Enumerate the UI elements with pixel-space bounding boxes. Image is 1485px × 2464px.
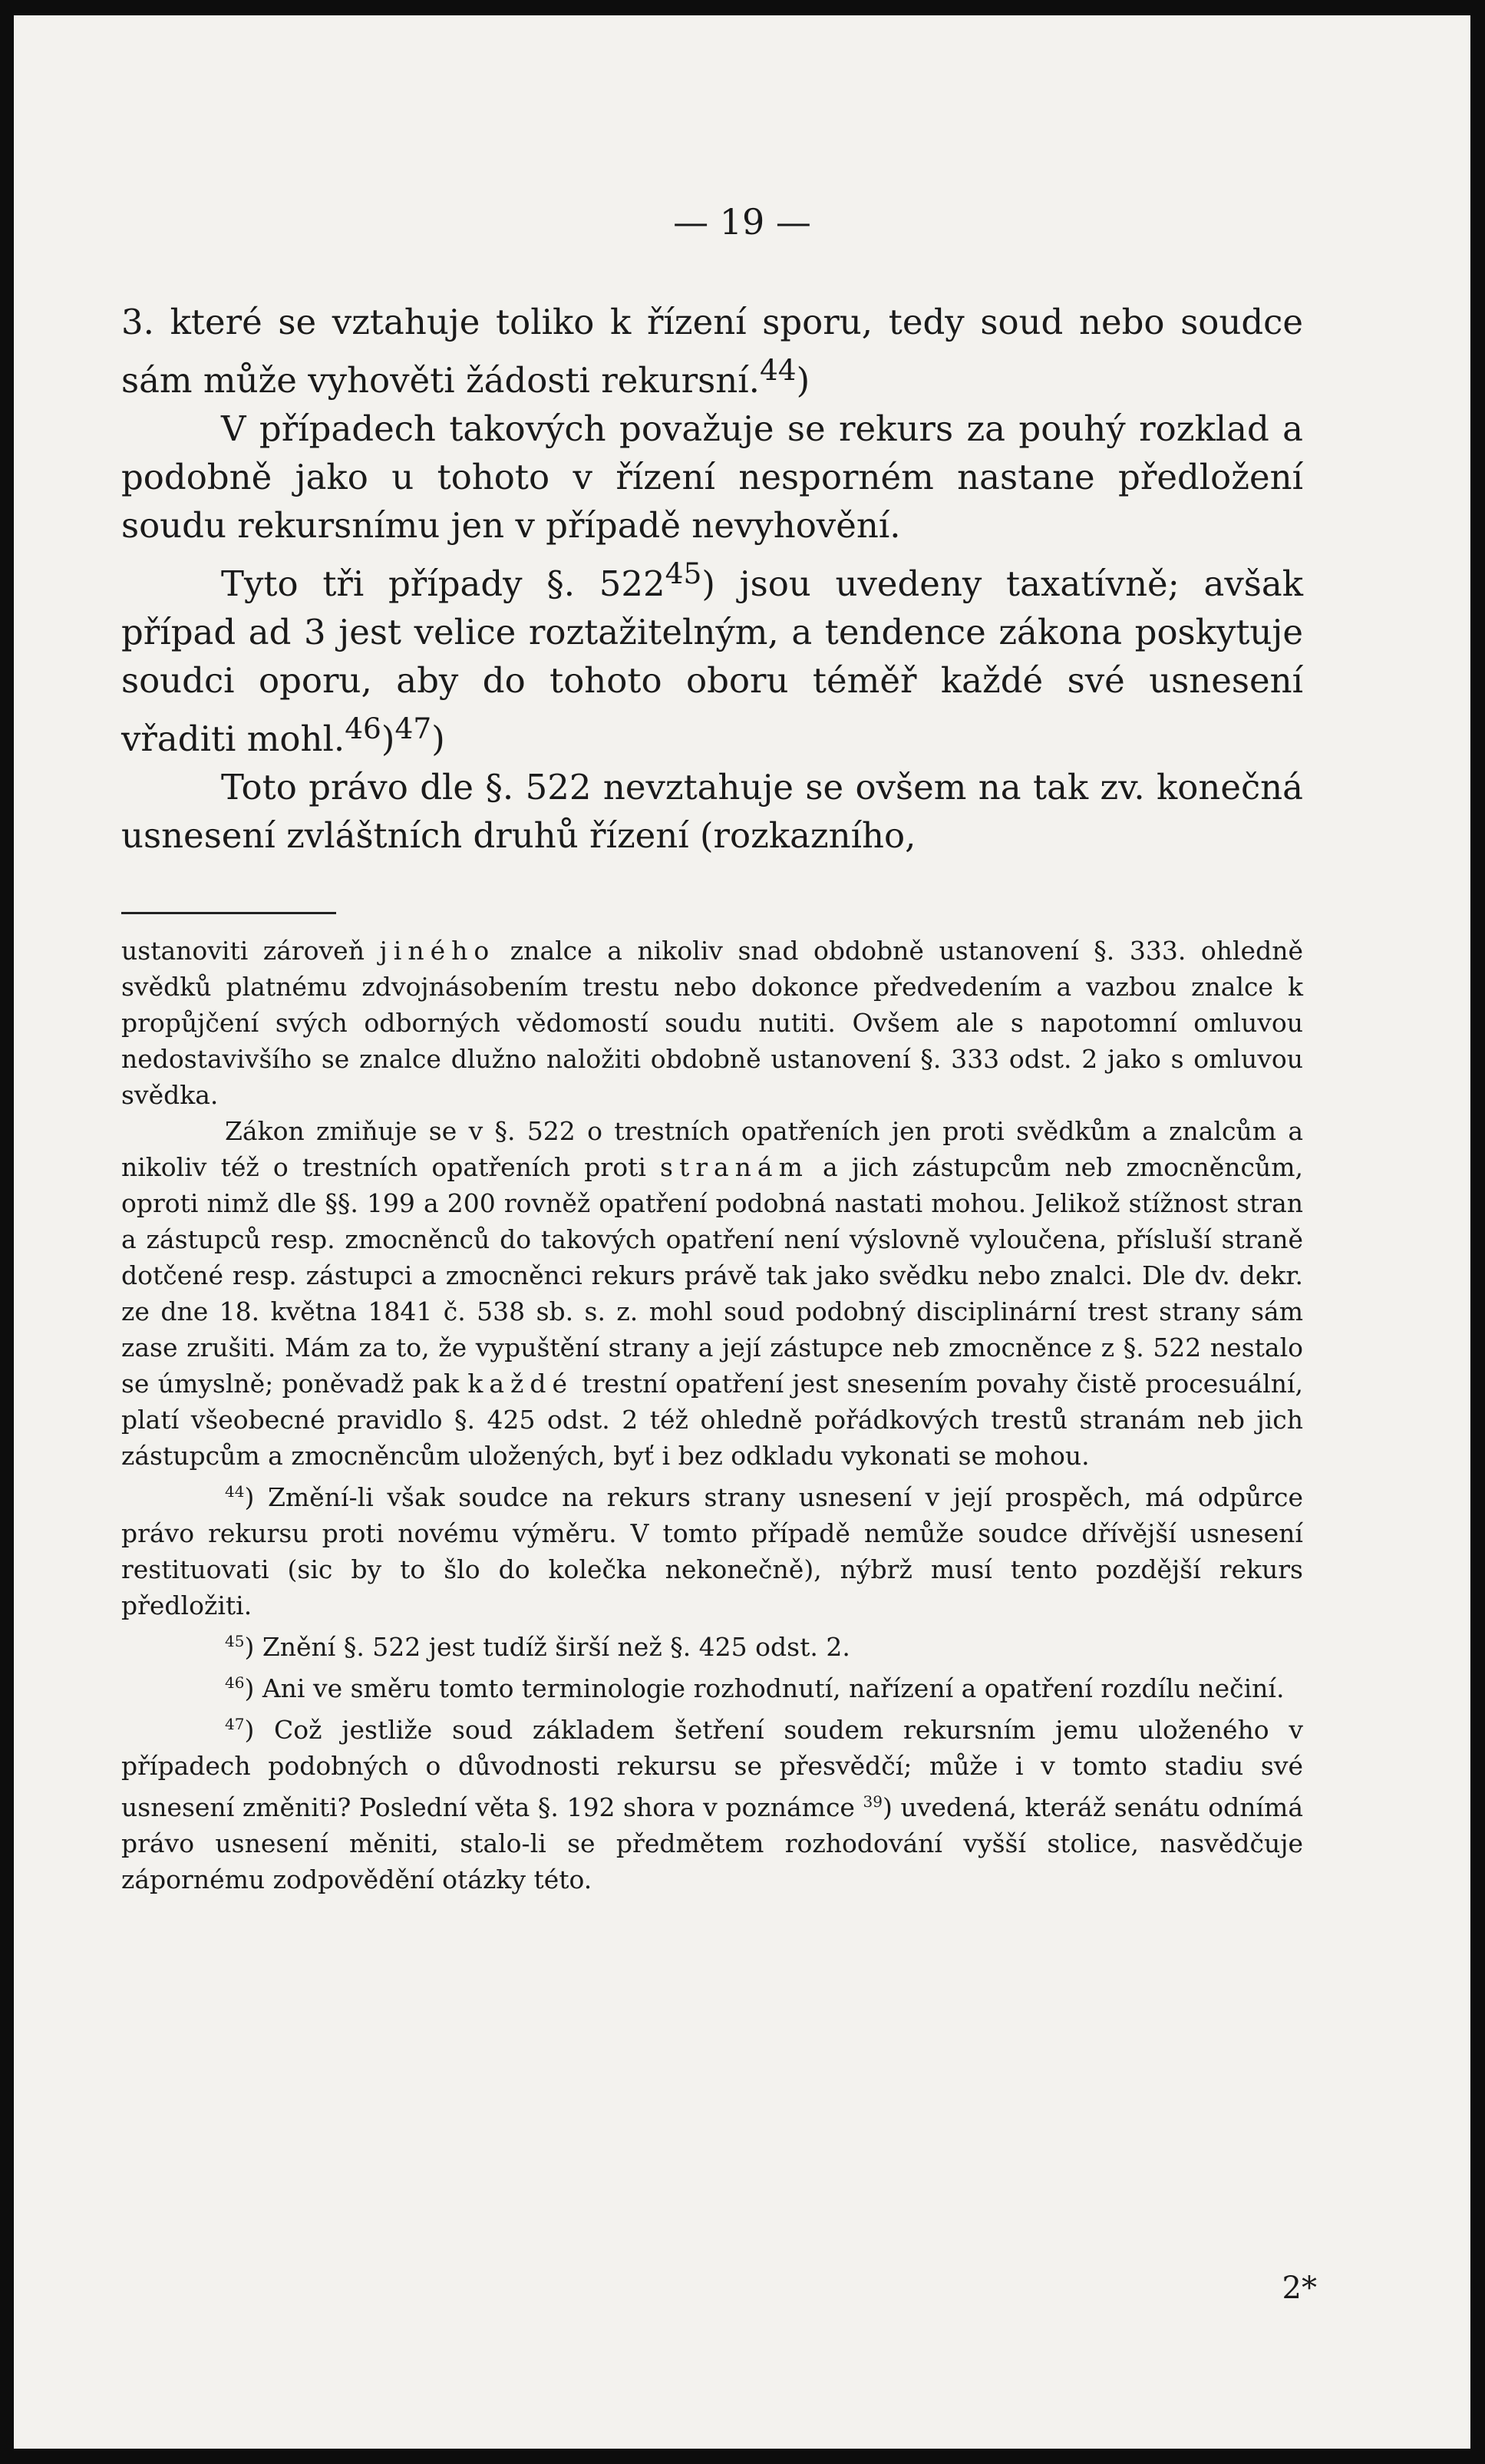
footnote-paragraph-2: Zákon zmiňuje se v §. 522 o trestních opatřeních jen proti svědkům a znalcům a nikoliv též o trestních opatřeních proti stranám a jich zástupcům neb zmocněncům, oproti nimž dle §§. 199 a 200 rovněž opatření podobná nastati mohou. Jelikož stížnost stran a zástupců resp. zmocněnců do takových opatření není výslovně vyloučena, přísluší straně dotčené resp. zástupci a zmocněnci rekurs právě tak jako svědku nebo znalci. Dle dv. dekr. ze dne 18. května 1841 č. 538 sb. s. z. mohl soud podobný disciplinární trest strany sám zase zrušiti. Mám za to, že vypuštění strany a její zástupce neb zmocněnce z §. 522 nestalo se úmyslně; poněvadž pak každé trestní opatření jest snesením povahy čistě procesuální, platí všeobecné pravidlo §. 425 odst. 2 též ohledně pořádkových trestů stranám neb jich zástupcům a zmocněncům uložených, byť i bez odkladu vykonati se mohou. bbox=[121, 1116, 1303, 1471]
footnote-ref-46: 46 bbox=[345, 712, 381, 745]
body-text bbox=[121, 298, 1303, 860]
footnote-44: $^{44}$) Změní-li však soudce na rekurs strany usnesení v její prospěch, má odpůrce právo rekursu proti novému výměru. V tomto případě nemůže soudce dřívější usnesení restituovati (sic by to šlo do kolečka nekonečně), nýbrž musí tento pozdější rekurs předložiti. bbox=[121, 1482, 1303, 1620]
footnote-divider bbox=[121, 912, 336, 914]
footnote-ref-45: 45 bbox=[665, 557, 702, 590]
signature-mark: 2* bbox=[1282, 2271, 1317, 2306]
page-number: — 19 — bbox=[673, 201, 811, 243]
footnote-45: $^{45}$) Znění §. 522 jest tudíž širší než §. 425 odst. 2. bbox=[225, 1632, 850, 1662]
footnote-continuation: ustanoviti zároveň jiného znalce a nikoliv snad obdobně ustanovení §. 333. ohledně svědků platnému zdvojnásobením trestu nebo dokonce předvedením a vazbou znalce k propůjčení svých odborných vědomostí soudu nutiti. Ovšem ale s napotomní omluvou nedostavivšího se znalce dlužno naložiti obdobně ustanovení §. 333 odst. 2 jako s omluvou svědka. bbox=[121, 936, 1303, 1110]
footnote-ref-47: 47 bbox=[394, 712, 432, 745]
scanned-page bbox=[14, 15, 1470, 2449]
footnote-47: $^{47}$) Což jestliže soud základem šetření soudem rekursním jemu uloženého v případech podobných o důvodnosti rekursu se přesvědčí; může i v tomto stadiu své usnesení změniti? Poslední věta §. 192 shora v poznámce $^{39}$) uvedená, kteráž senátu odnímá právo usnesení měniti, stalo-li se předmětem rozhodování vyšší stolice, nasvědčuje zápornému zodpovědění otázky této. bbox=[121, 1715, 1303, 1894]
body-paragraph-1: 3. které se vztahuje toliko k řízení sporu, tedy soud nebo soudce sám může vyhověti žádosti rekursní.$^{44}$) bbox=[121, 302, 1303, 401]
body-paragraph-2: V případech takových považuje se rekurs za pouhý rozklad a podobně jako u tohoto v řízení nesporném nastane předložení soudu rekursnímu jen v případě nevyhovění. bbox=[121, 408, 1303, 546]
footnote-46: $^{46}$) Ani ve směru tomto terminologie rozhodnutí, nařízení a opatření rozdílu nečiní. bbox=[225, 1673, 1285, 1703]
footnotes bbox=[121, 933, 1303, 1898]
footnote-ref-44: 44 bbox=[759, 353, 797, 387]
body-paragraph-4: Toto právo dle §. 522 nevztahuje se ovšem na tak zv. konečná usnesení zvláštních druhů řízení (rozkazního, bbox=[121, 767, 1303, 856]
body-paragraph-3: Tyto tři případy §. $522^{45}$) jsou uvedeny taxatívně; avšak případ ad 3 jest velice roztažitelným, a tendence zákona poskytuje soudci oporu, aby do tohoto oboru téměř každé své usnesení vřaditi mohl.$^{46}$)$^{47}$) bbox=[121, 557, 1303, 759]
